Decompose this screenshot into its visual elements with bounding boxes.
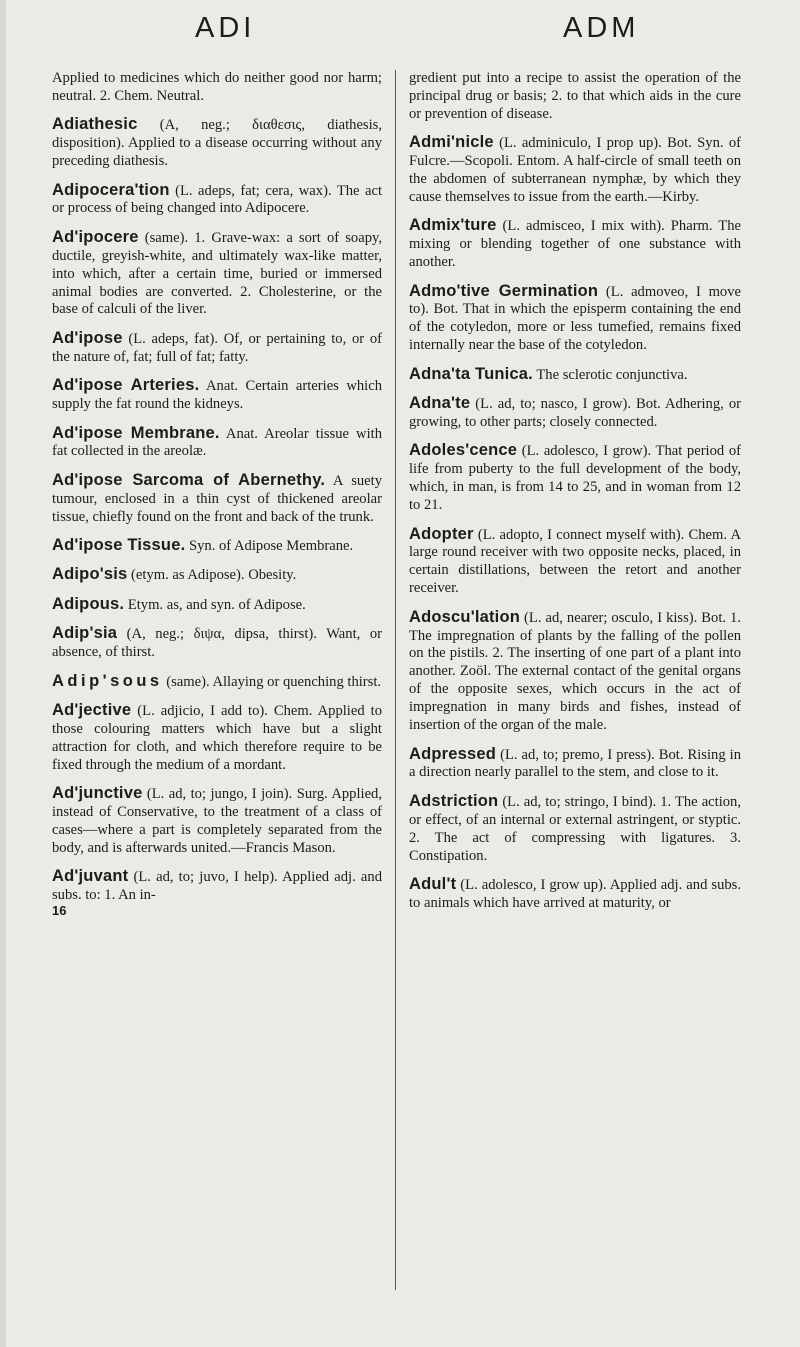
- entry-definition: (L. adolesco, I grow up). Applied adj. and subs. to animals which have arrived at maturity, or: [409, 876, 741, 911]
- dictionary-entry: [52, 70, 382, 106]
- dictionary-entry: [52, 702, 382, 775]
- dictionary-entry: [52, 537, 382, 556]
- entry-headword: Adopter: [409, 524, 474, 543]
- entry-definition: Syn. of Adipose Membrane.: [185, 538, 354, 555]
- entry-definition: (L. adopto, I connect myself with). Chem. A large round receiver with two opposite necks, placed, in certain distillations, between the retort and another receiver.: [409, 526, 741, 597]
- running-head-left: ADI: [195, 12, 256, 44]
- entry-definition: (A, neg.; διαθεσις, diathesis, disposition). Applied to a disease occurring without any preceding diathesis.: [52, 117, 382, 170]
- entry-headword: Ad'jective: [52, 700, 132, 719]
- entry-headword: Adipous.: [52, 594, 125, 613]
- entry-definition: Applied to medicines which do neither good nor harm; neutral. 2. Chem. Neutral.: [52, 70, 382, 104]
- entry-definition: (A, neg.; διψα, dipsa, thirst). Want, or absence, of thirst.: [52, 626, 382, 661]
- entry-headword: Adipocera'tion: [52, 180, 170, 199]
- running-head: [0, 12, 800, 52]
- entry-definition: The sclerotic conjunctiva.: [532, 366, 688, 383]
- dictionary-entry: [52, 425, 382, 462]
- entry-headword: Ad'junctive: [52, 784, 143, 803]
- dictionary-entry: [409, 134, 741, 207]
- dictionary-entry: [52, 472, 382, 527]
- entry-definition: (L. ad, to; nasco, I grow). Bot. Adhering, or growing, to other parts; closely connected.: [409, 396, 741, 430]
- dictionary-entry: [409, 746, 741, 783]
- entry-headword: Ad'ipose Sarcoma of Abernethy.: [52, 470, 326, 489]
- entry-headword: Adiathesic: [52, 115, 138, 134]
- dictionary-entry: [409, 876, 741, 913]
- entry-definition: (L. ad, nearer; osculo, I kiss). Bot. 1. The impregnation of plants by the falling of the pollen on the pistils. 2. The inserting of one part of a plant into another. Zoöl. The external contact of the genital organs of the opposite sexes, which occurs in the act of impregnation in many birds and fishes, instead of insertion of the organ of the male.: [409, 609, 741, 734]
- entry-definition: Anat. Certain arteries which supply the fat round the kidneys.: [52, 378, 382, 413]
- entry-definition: (L. adeps, fat). Of, or pertaining to, or of the nature of, fat; full of fat; fatty.: [52, 330, 382, 365]
- entry-headword: Adip'sous: [52, 671, 163, 690]
- entry-definition: Etym. as, and syn. of Adipose.: [124, 596, 306, 613]
- entry-definition: (L. adminiculo, I prop up). Bot. Syn. of Fulcre.—Scopoli. Entom. A half-circle of small teeth on the abdomen of subterranean nymphæ, by which they cause themselves to issue from the earth.—Kirby.: [409, 135, 741, 205]
- entry-headword: Admix'ture: [409, 216, 497, 235]
- entry-headword: Adpressed: [409, 744, 497, 763]
- entry-definition: (L. adjicio, I add to). Chem. Applied to those colouring matters which have but a slight attraction for cloth, and which therefore require to be fixed through the medium of a mordant.: [52, 702, 382, 773]
- entry-definition: (L. adeps, fat; cera, wax). The act or process of being changed into Adipocere.: [52, 182, 382, 217]
- entry-definition: (L. adolesco, I grow). That period of life from puberty to the full development of the body, which, in man, is from 14 to 25, and in woman from 12 to 21.: [409, 443, 741, 514]
- dictionary-entry: [409, 526, 741, 599]
- entry-headword: Adoles'cence: [409, 441, 518, 460]
- dictionary-entry: [52, 673, 382, 692]
- page-number: 16: [52, 903, 67, 919]
- dictionary-entry: [52, 868, 382, 905]
- entry-definition: (L. ad, to; jungo, I join). Surg. Applied, instead of Conservative, to the treatment of a class of cases—where a part is completely separated from the body, and is afterwards united.—Francis Mason.: [52, 786, 382, 856]
- entry-definition: gredient put into a recipe to assist the operation of the principal drug or basis; 2. to that which aids in the cure or prevention of disease.: [409, 70, 741, 122]
- column-divider: [395, 70, 396, 1290]
- entry-headword: Ad'ipocere: [52, 227, 139, 246]
- entry-definition: (same). 1. Grave-wax: a sort of soapy, ductile, greyish-white, and ultimately wax-like matter, into which, after a certain time, buried or immersed animal bodies are converted. 2. Cholesterine, or the base of calculi of the liver.: [52, 229, 382, 318]
- entry-headword: Ad'ipose Arteries.: [52, 376, 200, 395]
- dictionary-entry: [52, 116, 382, 171]
- dictionary-entry: [52, 182, 382, 219]
- entry-definition: (L. ad, to; stringo, I bind). 1. The action, or effect, of an internal or external astringent, or styptic. 2. The act of compressing with ligatures. 3. Constipation.: [409, 793, 741, 864]
- entry-definition: A suety tumour, enclosed in a thin cyst of thickened areolar tissue, chiefly found on the front and back of the trunk.: [52, 472, 383, 525]
- entry-headword: Ad'ipose Membrane.: [52, 423, 220, 442]
- entry-definition: Anat. Areolar tissue with fat collected in the areolæ.: [52, 425, 382, 460]
- entry-definition: (L. ad, to; juvo, I help). Applied adj. and subs. to: 1. An in-: [52, 869, 382, 904]
- dictionary-entry: [52, 596, 382, 615]
- entry-definition: (L. ad, to; premo, I press). Bot. Rising in a direction nearly parallel to the stem, and close to it.: [409, 746, 741, 781]
- dictionary-entry: [52, 229, 382, 320]
- entry-headword: Adoscu'lation: [409, 607, 521, 626]
- entry-headword: Adna'te: [409, 394, 471, 413]
- running-head-right: ADM: [563, 12, 640, 44]
- dictionary-entry: [52, 330, 382, 367]
- dictionary-entry: [52, 785, 382, 858]
- left-column: [52, 70, 382, 917]
- entry-headword: Ad'juvant: [52, 867, 129, 886]
- dictionary-entry: [52, 625, 382, 662]
- entry-headword: Adstriction: [409, 791, 499, 810]
- right-column: [409, 70, 741, 923]
- dictionary-entry: [409, 283, 741, 356]
- dictionary-entry: [409, 609, 741, 735]
- dictionary-entry: [409, 395, 741, 432]
- entry-definition: (etym. as Adipose). Obesity.: [127, 567, 297, 584]
- dictionary-entry: [52, 377, 382, 414]
- dictionary-entry: [52, 566, 382, 585]
- entry-definition: (L. admoveo, I move to). Bot. That in which the episperm containing the end of the cotyledon, more or less tumefied, remains fixed internally near the base of the cotyledon.: [409, 283, 741, 354]
- entry-headword: Ad'ipose: [52, 328, 123, 347]
- page-binding-edge: [0, 0, 6, 1347]
- entry-headword: Adul't: [409, 874, 457, 893]
- dictionary-entry: [409, 442, 741, 515]
- dictionary-entry: [409, 70, 741, 124]
- entry-definition: (L. admisceo, I mix with). Pharm. The mixing or blending together of one substance with another.: [409, 218, 741, 271]
- entry-headword: Ad'ipose Tissue.: [52, 536, 186, 555]
- dictionary-entry: [409, 366, 741, 385]
- entry-headword: Adip'sia: [52, 624, 118, 643]
- entry-headword: Adna'ta Tunica.: [409, 364, 533, 383]
- entry-definition: (same). Allaying or quenching thirst.: [162, 673, 382, 690]
- dictionary-entry: [409, 217, 741, 272]
- entry-headword: Adipo'sis: [52, 565, 128, 584]
- entry-headword: Admi'nicle: [409, 133, 494, 152]
- entry-headword: Admo'tive Germination: [409, 281, 599, 300]
- dictionary-entry: [409, 793, 741, 866]
